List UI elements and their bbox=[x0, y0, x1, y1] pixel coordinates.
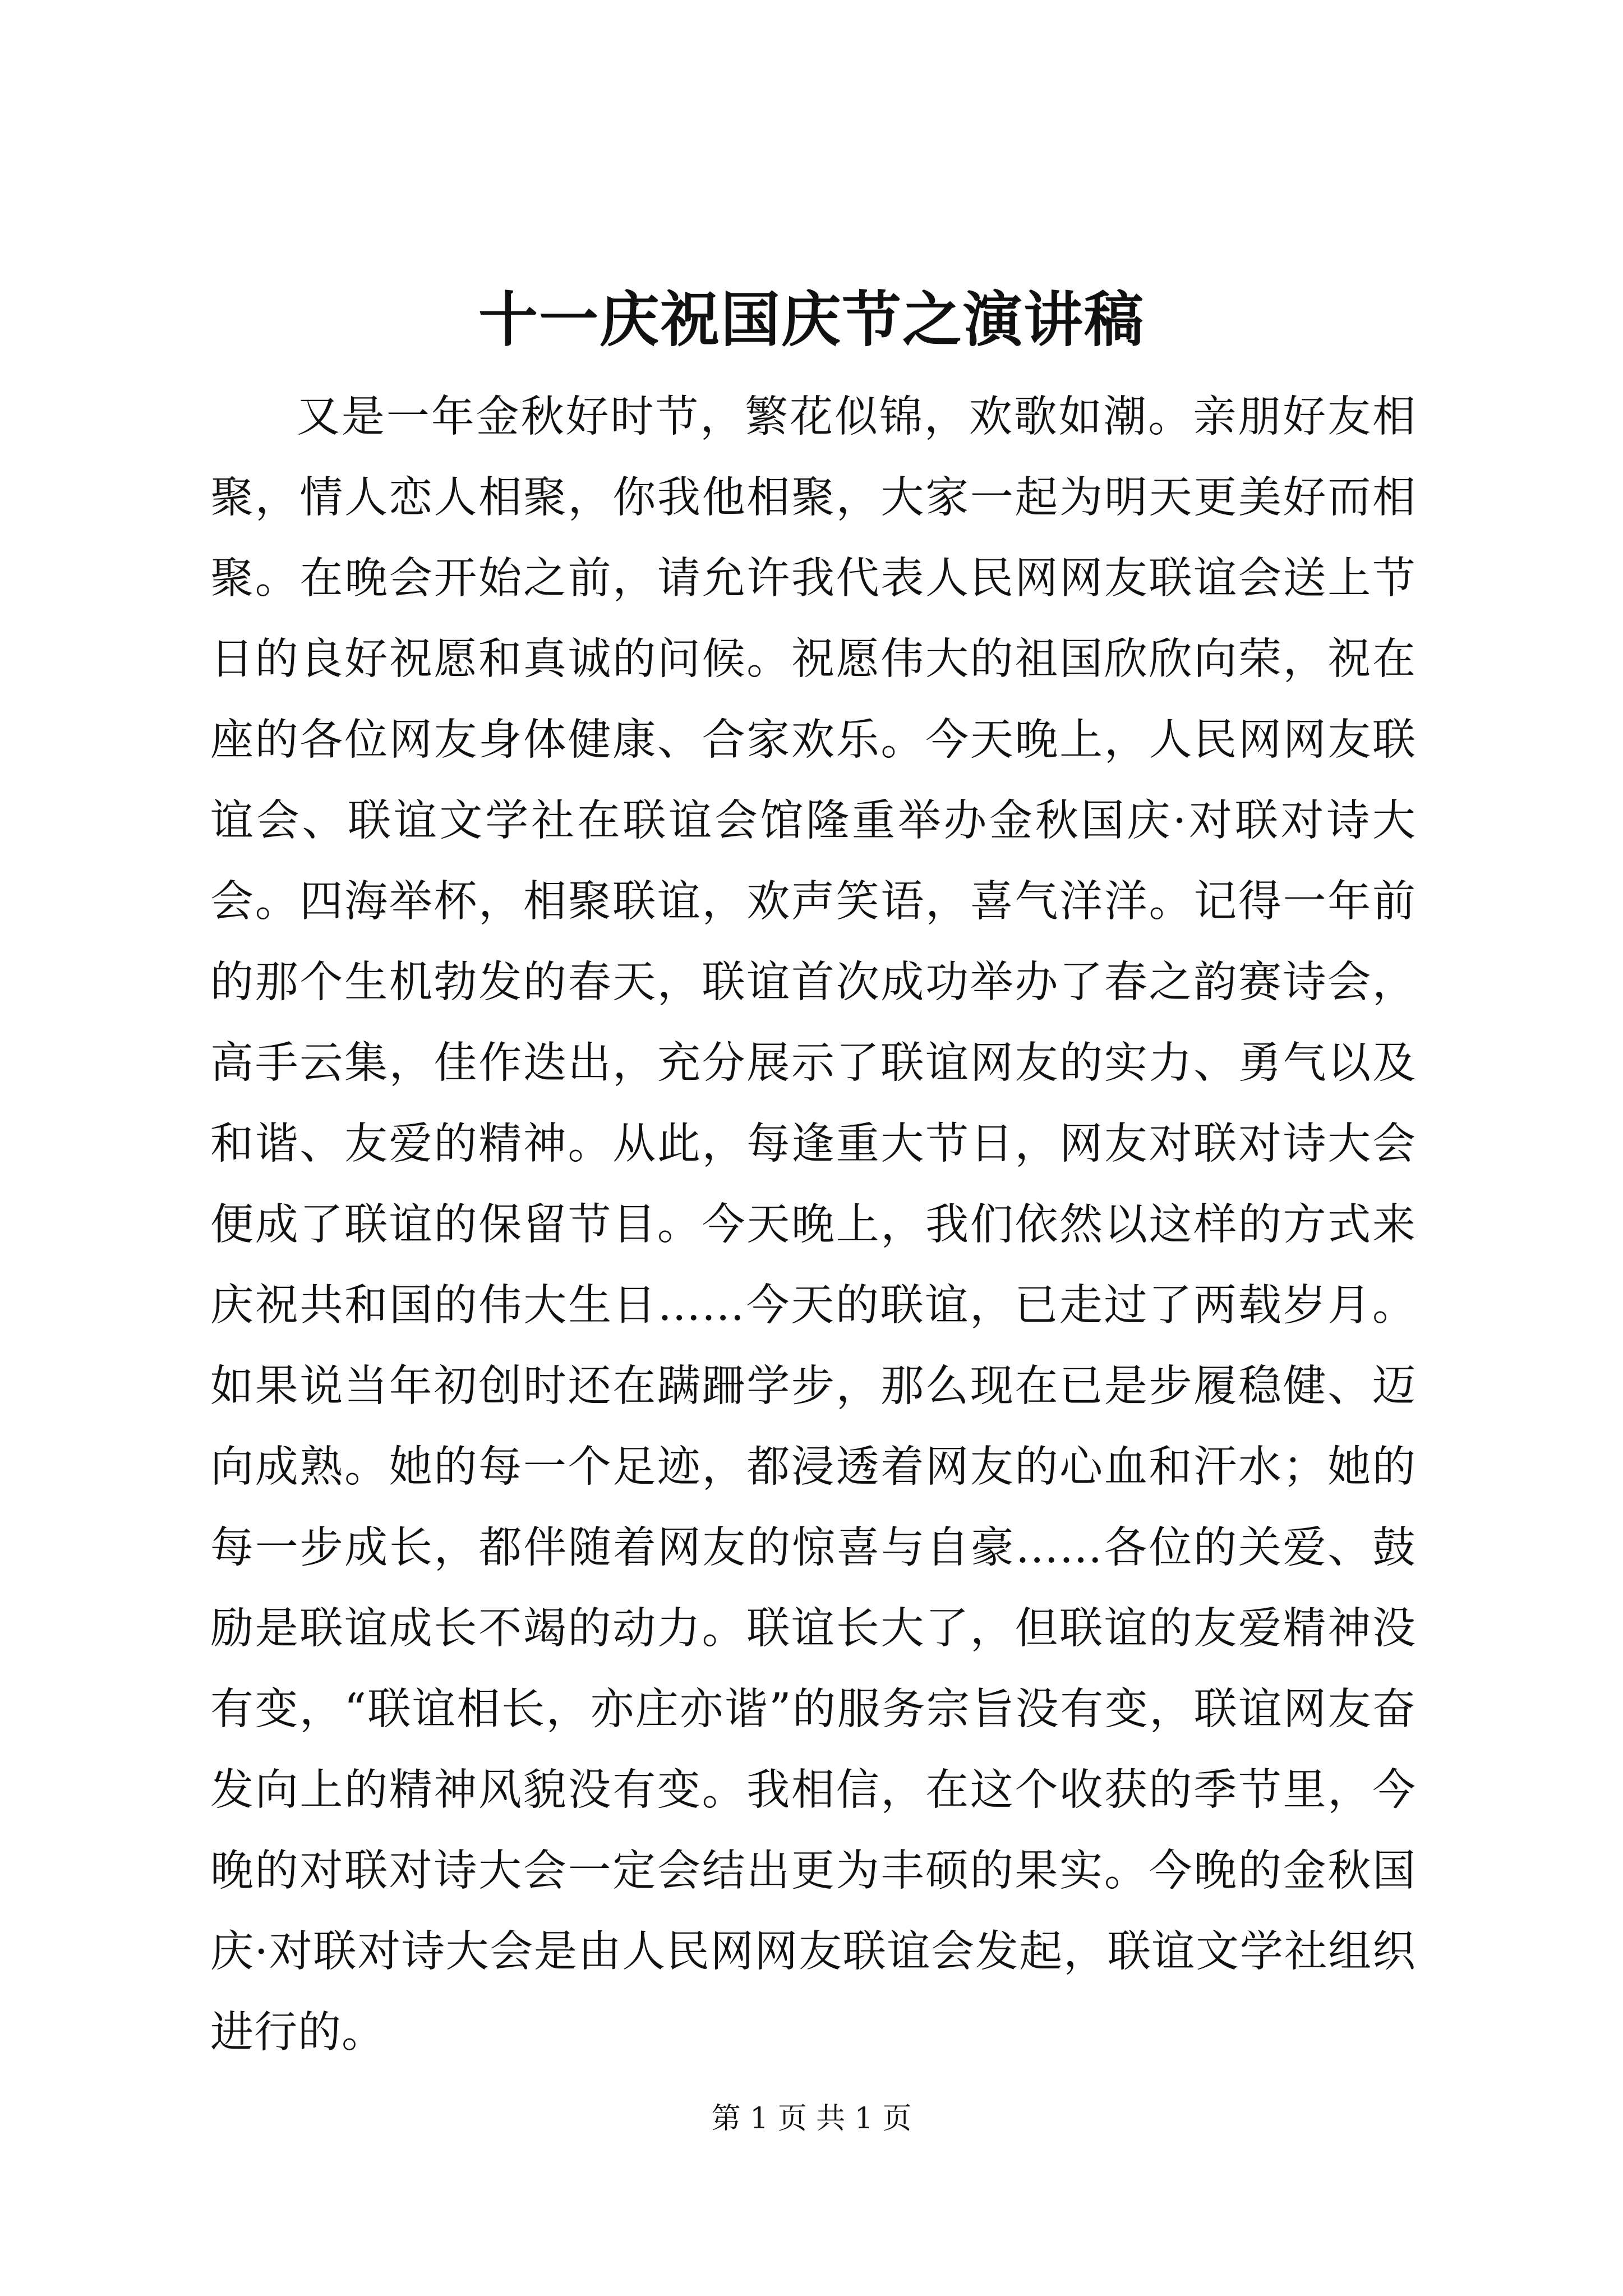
document-title: 十一庆祝国庆节之演讲稿 bbox=[478, 284, 1145, 355]
page-footer: 第 1 页 共 1 页 bbox=[711, 2102, 912, 2136]
document-body: 又是一年金秋好时节，繁花似锦，欢歌如潮。亲朋好友相聚，情人恋人相聚，你我他相聚，大家一起为明天更美好而相聚。在晚会开始之前，请允许我代表人民网网友联谊会送上节日的良好祝愿和真诚的问候。祝愿伟大的祖国欣欣向荣，祝在座的各位网友身体健康、合家欢乐。今天晚上，人民网网友联谊会、联谊文学社在联谊会馆隆重举办金秋国庆·对联对诗大会。四海举杯，相聚联谊，欢声笑语，喜气洋洋。记得一年前的那个生机勃发的春天，联谊首次成功举办了春之韵赛诗会，高手云集，佳作迭出，充分展示了联谊网友的实力、勇气以及和谐、友爱的精神。从此，每逢重大节日，网友对联对诗大会便成了联谊的保留节目。今天晚上，我们依然以这样的方式来庆祝共和国的伟大生日……今天的联谊，已走过了两载岁月。如果说当年初创时还在蹒跚学步，那么现在已是步履稳健、迈向成熟。她的每一个足迹，都浸透着网友的心血和汗水；她的每一步成长，都伴随着网友的惊喜与自豪……各位的关爱、鼓励是联谊成长不竭的动力。联谊长大了，但联谊的友爱精神没有变，“联谊相长，亦庄亦谐”的服务宗旨没有变，联谊网友奋发向上的精神风貌没有变。我相信，在这个收获的季节里，今晚的对联对诗大会一定会结出更为丰硕的果实。今晚的金秋国庆·对联对诗大会是由人民网网友联谊会发起，联谊文学社组织进行的。 bbox=[210, 392, 1416, 2058]
